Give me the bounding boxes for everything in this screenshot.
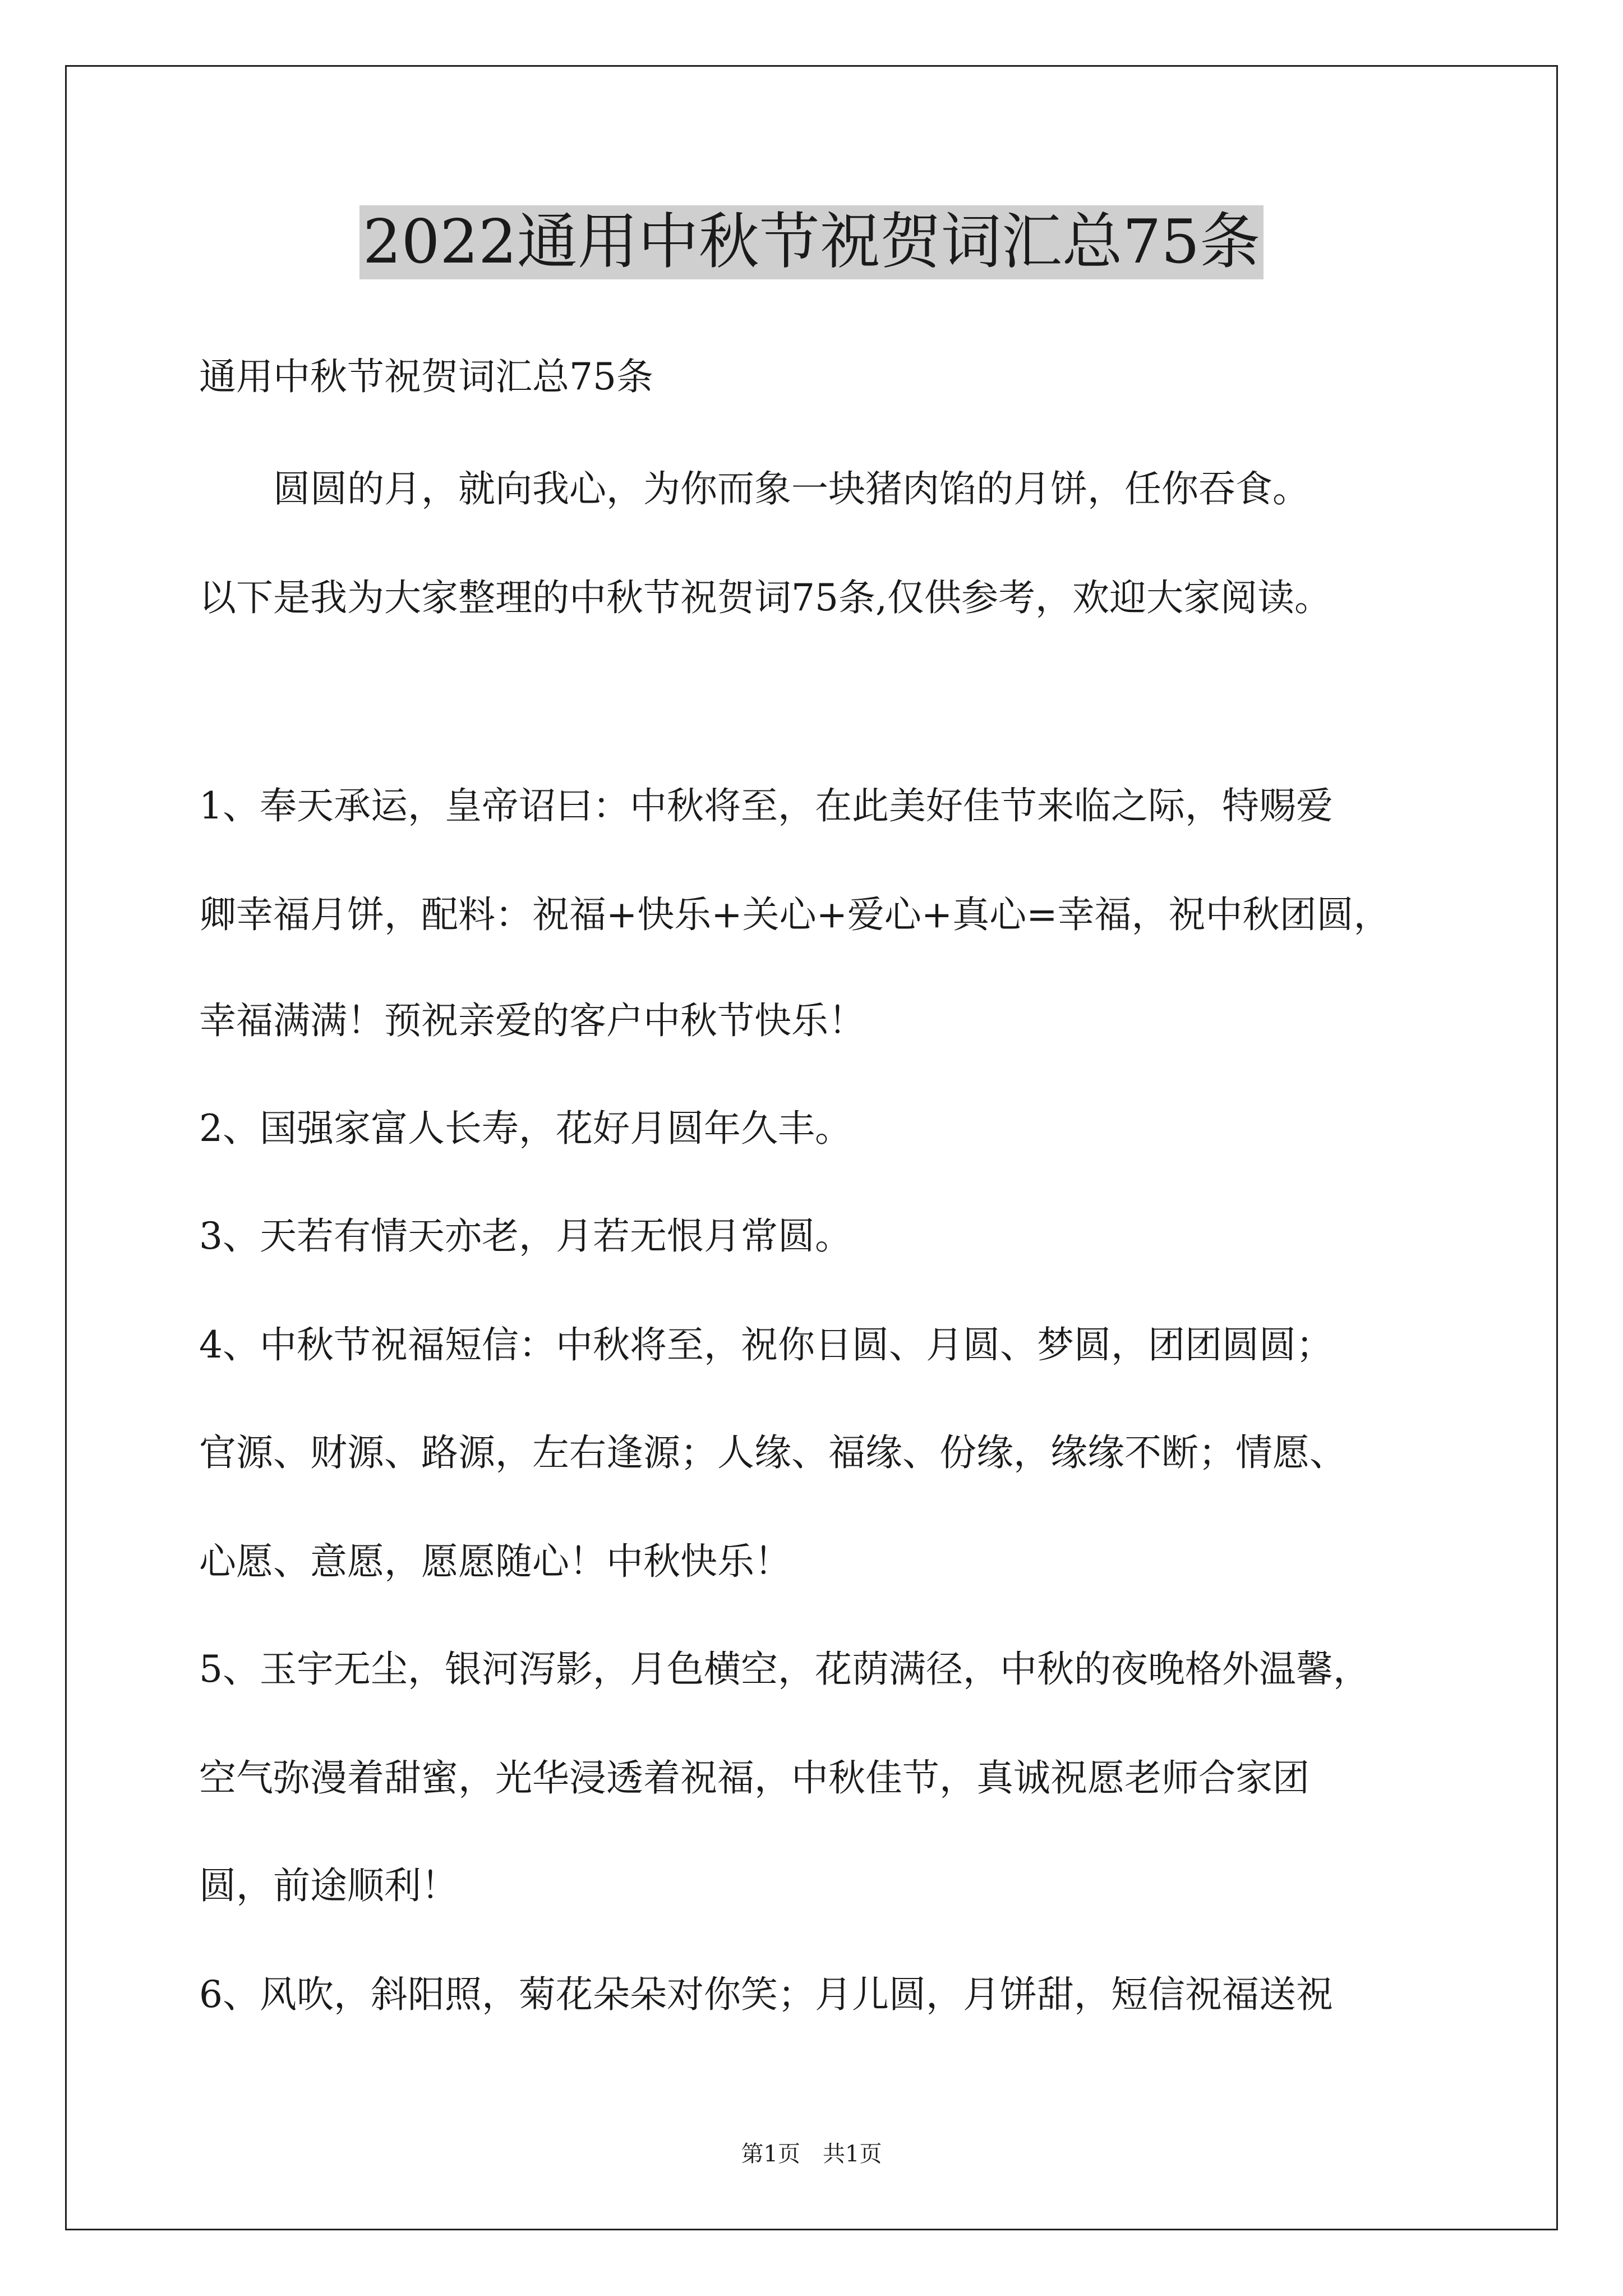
document-title-wrapper [0, 205, 1623, 279]
paragraph-line: 4、中秋节祝福短信：中秋将至，祝你日圆、月圆、梦圆，团团圆圆； [199, 1323, 1333, 1366]
paragraph-line: 卿幸福月饼，配料：祝福+快乐+关心+爱心+真心=幸福，祝中秋团圆， [199, 893, 1391, 936]
paragraph-line: 3、天若有情天亦老，月若无恨月常圆。 [199, 1214, 852, 1258]
paragraph-line: 幸福满满！预祝亲爱的客户中秋节快乐！ [199, 999, 865, 1042]
paragraph-line: 以下是我为大家整理的中秋节祝贺词75条,仅供参考，欢迎大家阅读。 [199, 576, 1331, 619]
subtitle-line: 通用中秋节祝贺词汇总75条 [199, 355, 653, 398]
page-footer: 第1页 共1页 [741, 2141, 882, 2167]
paragraph-line: 心愿、意愿，愿愿随心！中秋快乐！ [199, 1540, 791, 1583]
paragraph-line: 官源、财源、路源，左右逢源；人缘、福缘、份缘，缘缘不断；情愿、 [199, 1431, 1347, 1474]
paragraph-line: 1、奉天承运，皇帝诏曰：中秋将至，在此美好佳节来临之际，特赐爱 [199, 784, 1333, 827]
document-title: 2022通用中秋节祝贺词汇总75条 [359, 205, 1264, 279]
paragraph-line: 圆，前途顺利！ [199, 1864, 458, 1907]
paragraph-line: 5、玉宇无尘，银河泻影，月色横空，花荫满径，中秋的夜晚格外温馨， [199, 1648, 1370, 1691]
paragraph-line: 6、风吹，斜阳照，菊花朵朵对你笑；月儿圆，月饼甜，短信祝福送祝 [199, 1973, 1333, 2016]
paragraph-line: 2、国强家富人长寿，花好月圆年久丰。 [199, 1107, 852, 1150]
paragraph-line: 圆圆的月，就向我心，为你而象一块猪肉馅的月饼，任你吞食。 [199, 467, 1310, 510]
paragraph-line: 空气弥漫着甜蜜，光华浸透着祝福，中秋佳节，真诚祝愿老师合家团 [199, 1756, 1310, 1800]
